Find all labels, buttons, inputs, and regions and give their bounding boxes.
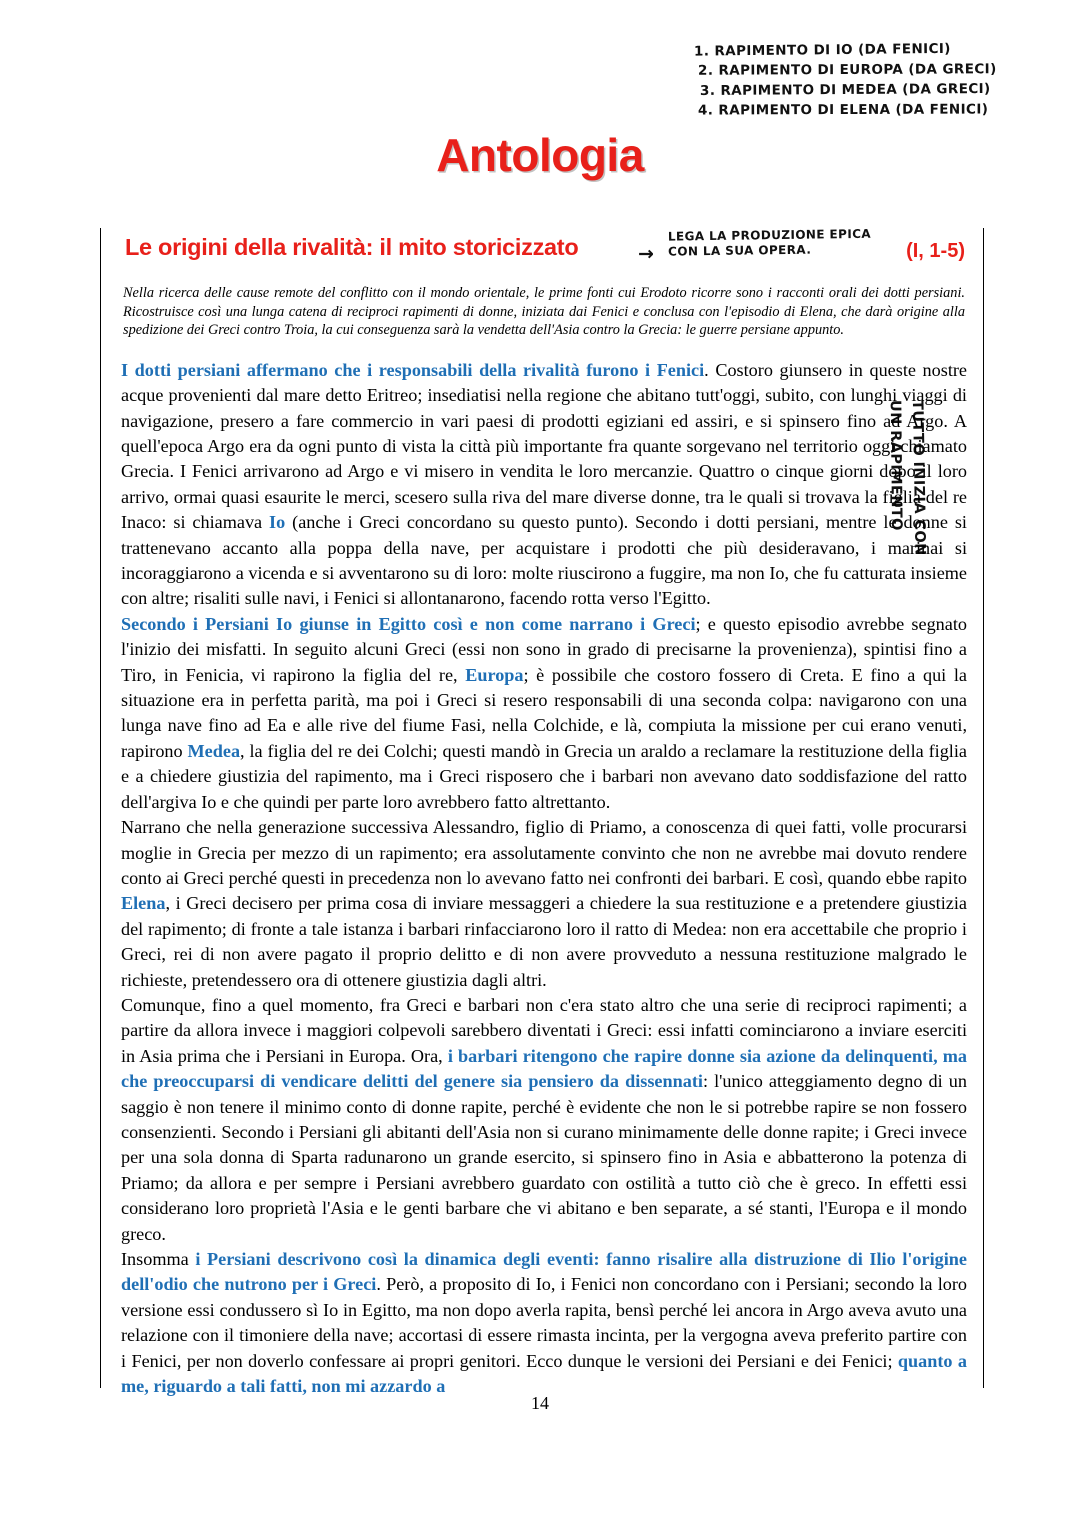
highlighted-text: quanto a me, riguardo a tali fatti, non mi azzardo a [121, 1350, 967, 1397]
body-paragraph [121, 612, 967, 815]
highlighted-text: I dotti persiani affermano che i responsabili della rivalità furono i Fenici [121, 359, 705, 380]
body-paragraph [121, 358, 967, 612]
handwritten-arrow-icon: → [638, 243, 655, 265]
body-paragraph [121, 815, 967, 993]
highlighted-text: i barbari ritengono che rapire donne sia azione da delinquenti, ma che preoccuparsi di vendicare delitti del genere sia pensiero da dissennati [121, 1045, 967, 1092]
highlighted-text: Europa [465, 664, 524, 685]
body-text [121, 358, 967, 1400]
handwritten-list-item: 2. RAPIMENTO DI EUROPA (DA GRECI) [697, 61, 997, 79]
intro-paragraph: Nella ricerca delle cause remote del conflitto con il mondo orientale, le prime fonti cui Erodoto ricorre sono i racconti orali dei dotti persiani. Ricostruisce così una lunga catena di reciproci rapimenti di donne, iniziata dai Fenici e conclusa con l'episodio di Elena, che darà origine alla spedizione dei Greci contro Troia, la cui conseguenza sarà la vendetta dell'Asia contro la Grecia: le guerre persiane appunto. [123, 285, 965, 339]
highlighted-text: Medea [187, 740, 241, 761]
body-text-run: ; è possibile che costoro fossero di Creta. E fino a qui la situazione era in perfetta parità, ma poi i Greci si resero responsabili di una seconda colpa: navigarono con una lunga nave fino ad Ea e alle rive del fiume Fasi, nella Colchide, e là, compiuta la missione per cui erano venuti, rapirono [121, 664, 967, 761]
body-text-run: Insomma [121, 1249, 196, 1269]
handwritten-note-line: UN RAPIMENTO [886, 399, 905, 531]
handwritten-list-item: 3. RAPIMENTO DI MEDEA (DA GRECI) [699, 80, 991, 100]
body-text-run: , la figlia del re dei Colchi; questi mandò in Grecia un araldo a reclamare la restituzione della figlia e a chiedere giustizia del rapimento, ma i Greci risposero che i barbari non avevano dato soddisfazione del ratto dell'argiva Io e che quindi per parte loro avrebbero fatto altrettanto. [121, 740, 967, 812]
handwritten-note-line: LEGA LA PRODUZIONE EPICA [667, 226, 872, 244]
handwritten-note-line: CON LA SUA OPERA. [668, 242, 812, 259]
handwritten-list-item: 1. RAPIMENTO DI IO (DA FENICI) [693, 40, 951, 60]
section-heading: Le origini della rivalità: il mito storicizzato [125, 234, 579, 260]
body-paragraph [121, 1247, 967, 1399]
page-number: 14 [531, 1393, 549, 1413]
highlighted-text: i Persiani descrivono così la dinamica degli eventi: fanno risalire alla distruzione di Ilio l'origine dell'odio che nutrono per i Greci [121, 1249, 967, 1295]
content-box [100, 228, 984, 1397]
section-heading-row [115, 228, 971, 274]
body-text-run: Comunque, fino a quel momento, fra Greci e barbari non c'era stato altro che una serie di reciproci rapimenti; a partire da allora invece i maggiori colpevoli sarebbero diventati i Greci: essi infatti cominciarono a inviare eserciti in Asia prima che i Persiani in Europa. Ora, [121, 994, 967, 1066]
body-text-run: (anche i Greci concordano su questo punto). Secondo i dotti persiani, mentre le donne si trattenevano accanto alla poppa della nave, per acquistare i prodotti che più desideravano, i marinai si incoraggiarono a vicenda e si avventarono su di loro: molte riuscirono a fuggire, ma non Io, che fu catturata insieme con altre; risaliti sulle navi, i Fenici si allontanarono, facendo rotta verso l'Egitto. [121, 512, 967, 609]
handwritten-note-line: TUTTO INIZIA CON [908, 399, 928, 556]
body-text-run: . Costoro giunsero in queste nostre acque provenienti dal mare detto Eritreo; insediatisi nella regione che abitano tutt'oggi, subito, con lunghi viaggi di navigazione, presero a fare commercio in vari paesi di prodotti egiziani ed assiri, e si spinsero fino ad Argo. A quell'epoca Argo era da ogni punto di vista la città più importante fra quante sorgevano nel territorio oggi chiamato Grecia. I Fenici arrivarono ad Argo e vi misero in vendita le loro mercanzie. Quattro o cinque giorni dopo il loro arrivo, ormai quasi esaurite le merci, scesero sulla riva del mare diverse donne, tra le quali si trovava la figlia del re Inaco: si chiamava [121, 359, 967, 533]
body-text-run: ; e questo episodio avrebbe segnato l'inizio dei misfatti. In seguito alcuni Greci (essi non sono in grado di precisarne la provenienza), spintisi fino a Tiro, in Fenicia, vi rapirono la figlia del re, [121, 613, 967, 685]
body-text-run: Narrano che nella generazione successiva Alessandro, figlio di Priamo, a conoscenza di quei fatti, volle procurarsi moglie in Grecia per mezzo di un rapimento; era assolutamente convinto che non ne avrebbe mai dovuto rendere conto ai Greci perché questi in precedenza non lo avevano fatto nei confronti dei barbari. E così, quando ebbe rapito [121, 817, 967, 888]
body-text-run: , i Greci decisero per prima cosa di inviare messaggeri a chiedere la sua restituzione e a pretendere giustizia del rapimento; di fronte a tale istanza i barbari rinfacciarono loro il ratto di Medea: non era accettabile che proprio i Greci, rei di non avere pagato il proprio delitto e di non avere provveduto a nessuna restituzione malgrado le richieste, pretendessero ora di ottenere giustizia dagli altri. [121, 893, 967, 990]
body-text-run: : l'unico atteggiamento degno di un saggio è non tenere il minimo conto di donne rapite, perché è evidente che non le si potrebbe rapire se non fossero consenzienti. Secondo i Persiani gli abitanti dell'Asia non si curano minimamente delle donne rapite; i Greci invece per una sola donna di Sparta radunarono un grande esercito, si spinsero fino in Asia e abbatterono la potenza di Priamo; da allora e per sempre i Persiani avrebbero guardato con ostilità a tutto ciò che è greco. In effetti essi considerano loro proprietà l'Asia e le genti barbare che vi abitano e ben separate, a sé stanti, l'Europa e il mondo greco. [121, 1071, 967, 1244]
handwritten-list-item: 4. RAPIMENTO DI ELENA (DA FENICI) [697, 101, 989, 119]
highlighted-text: Secondo i Persiani Io giunse in Egitto così e non come narrano i Greci [121, 613, 696, 634]
handwritten-top-list [693, 40, 997, 120]
section-reference: (I, 1-5) [906, 240, 965, 262]
highlighted-text: Elena [121, 893, 166, 914]
page-title: Antologia [436, 129, 644, 181]
body-paragraph [121, 993, 967, 1247]
highlighted-text: Io [269, 512, 286, 533]
body-text-run: . Però, a proposito di Io, i Fenici non concordano con i Persiani; secondo la loro versione essi condussero sì Io in Egitto, ma non dopo averla rapita, bensì perché lei ancora in Argo aveva avuto una relazione con il timoniere della nave; accortasi di essere rimasta incinta, per la vergogna aveva preferito partire con i Fenici, per non doverlo confessare ai propri genitori. Ecco dunque le versioni dei Persiani e dei Fenici; [121, 1274, 967, 1371]
